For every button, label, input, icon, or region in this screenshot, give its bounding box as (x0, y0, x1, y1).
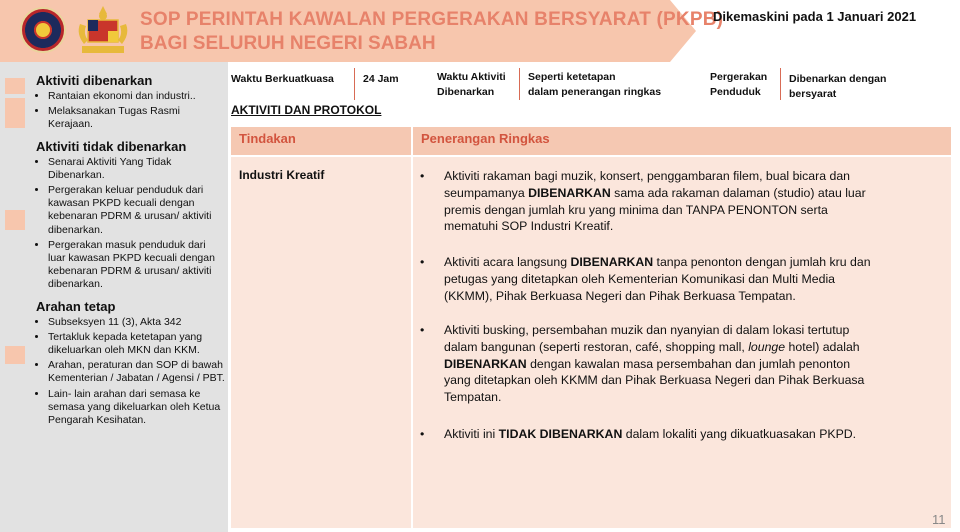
allowed-time-label-2: Dibenarkan (437, 86, 495, 98)
allowed-time-label-1: Waktu Aktiviti (437, 71, 506, 83)
action-cell (231, 157, 411, 528)
hours-value: 24 Jam (363, 73, 399, 85)
coat-of-arms-logo (74, 4, 132, 58)
updated-date: Dikemaskini pada 1 Januari 2021 (713, 9, 917, 24)
movement-label-2: Penduduk (710, 86, 761, 98)
standing-orders-heading: Arahan tetap (36, 298, 116, 314)
list-item: • Melaksanakan Tugas Rasmi Kerajaan. (48, 105, 226, 131)
allowed-heading: Aktiviti dibenarkan (36, 73, 153, 88)
hours-label: Waktu Berkuatkuasa (231, 73, 334, 85)
description-bullet: • Aktiviti rakaman bagi muzik, konsert, penggambaran filem, bual bicara dan seumpamanya DIBENARKAN sama ada rakaman dalaman (studio) atau luar premis dengan jumlah kru yang minima dan TANPA PENONTON serta mematuhi SOP Industri Kreatif. (420, 169, 866, 234)
side-tab (5, 346, 25, 364)
divider (354, 68, 355, 100)
movement-value-1: Dibenarkan dengan (789, 73, 887, 85)
column-header-description: Penerangan Ringkas (413, 127, 951, 155)
list-item: • Tertakluk kepada ketetapan yang dikeluarkan oleh MKN dan KKM. (48, 331, 226, 357)
page-title-line-1: SOP PERINTAH KAWALAN PERGERAKAN BERSYARAT (PKPB) (140, 9, 724, 30)
list-item: • Subseksyen 11 (3), Akta 342 (48, 316, 226, 329)
list-item: • Arahan, peraturan dan SOP di bawah Kementerian / Jabatan / Agensi / PBT. (48, 359, 226, 385)
list-item: • Senarai Aktiviti Yang Tidak Dibenarkan. (48, 156, 226, 182)
column-header-action: Tindakan (231, 127, 411, 155)
list-item: • Lain- lain arahan dari semasa ke semasa yang dikeluarkan oleh Ketua Pengarah Kesihatan. (48, 388, 226, 428)
movement-label-1: Pergerakan (710, 71, 768, 83)
action-name: Industri Kreatif (239, 168, 325, 182)
side-tab (5, 98, 25, 128)
not-allowed-heading: Aktiviti tidak dibenarkan (36, 138, 187, 154)
left-panel-text (36, 72, 226, 433)
page-title-line-2: BAGI SELURUH NEGERI SABAH (140, 33, 436, 54)
description-bullet: • Aktiviti busking, persembahan muzik dan nyanyian di dalam lokasi tertutup dalam bangunan (seperti restoran, café, shopping mall, lounge hotel) adalah DIBENARKAN dengan kawalan masa persembahan dan jumlah penonton yang ditetapkan oleh KKMM dan Pihak Berkuasa Negeri dan Pihak Berkuasa Tempatan. (420, 323, 865, 405)
description-bullet: • Aktiviti ini TIDAK DIBENARKAN dalam lokaliti yang dikuatkuasakan PKPD. (420, 427, 857, 441)
list-item: • Pergerakan keluar penduduk dari kawasan PKPD kecuali dengan kebenaran PDRM & urusan/ aktiviti dibenarkan. (48, 184, 226, 237)
section-title: AKTIVITI DAN PROTOKOL (231, 103, 382, 117)
list-item: • Pergerakan masuk penduduk dari luar kawasan PKPD kecuali dengan kebenaran PDRM & urusan/ aktiviti dibenarkan. (48, 239, 226, 292)
description-bullet: • Aktiviti acara langsung DIBENARKAN tanpa penonton dengan jumlah kru dan petugas yang ditetapkan oleh Kementerian Komunikasi dan Multi Media (KKMM), Pihak Berkuasa Negeri dan Pihak Berkuasa Tempatan. (420, 255, 871, 303)
movement-value-2: bersyarat (789, 88, 837, 100)
divider (780, 68, 781, 100)
divider (519, 68, 520, 100)
allowed-time-value-2: dalam penerangan ringkas (528, 86, 662, 98)
side-tab (5, 210, 25, 230)
page-number: 11 (932, 512, 946, 527)
side-tab (5, 78, 25, 94)
allowed-time-value-1: Seperti ketetapan (528, 71, 616, 83)
list-item: • Rantaian ekonomi dan industri.. (48, 90, 226, 103)
emblem-logo (20, 7, 66, 53)
